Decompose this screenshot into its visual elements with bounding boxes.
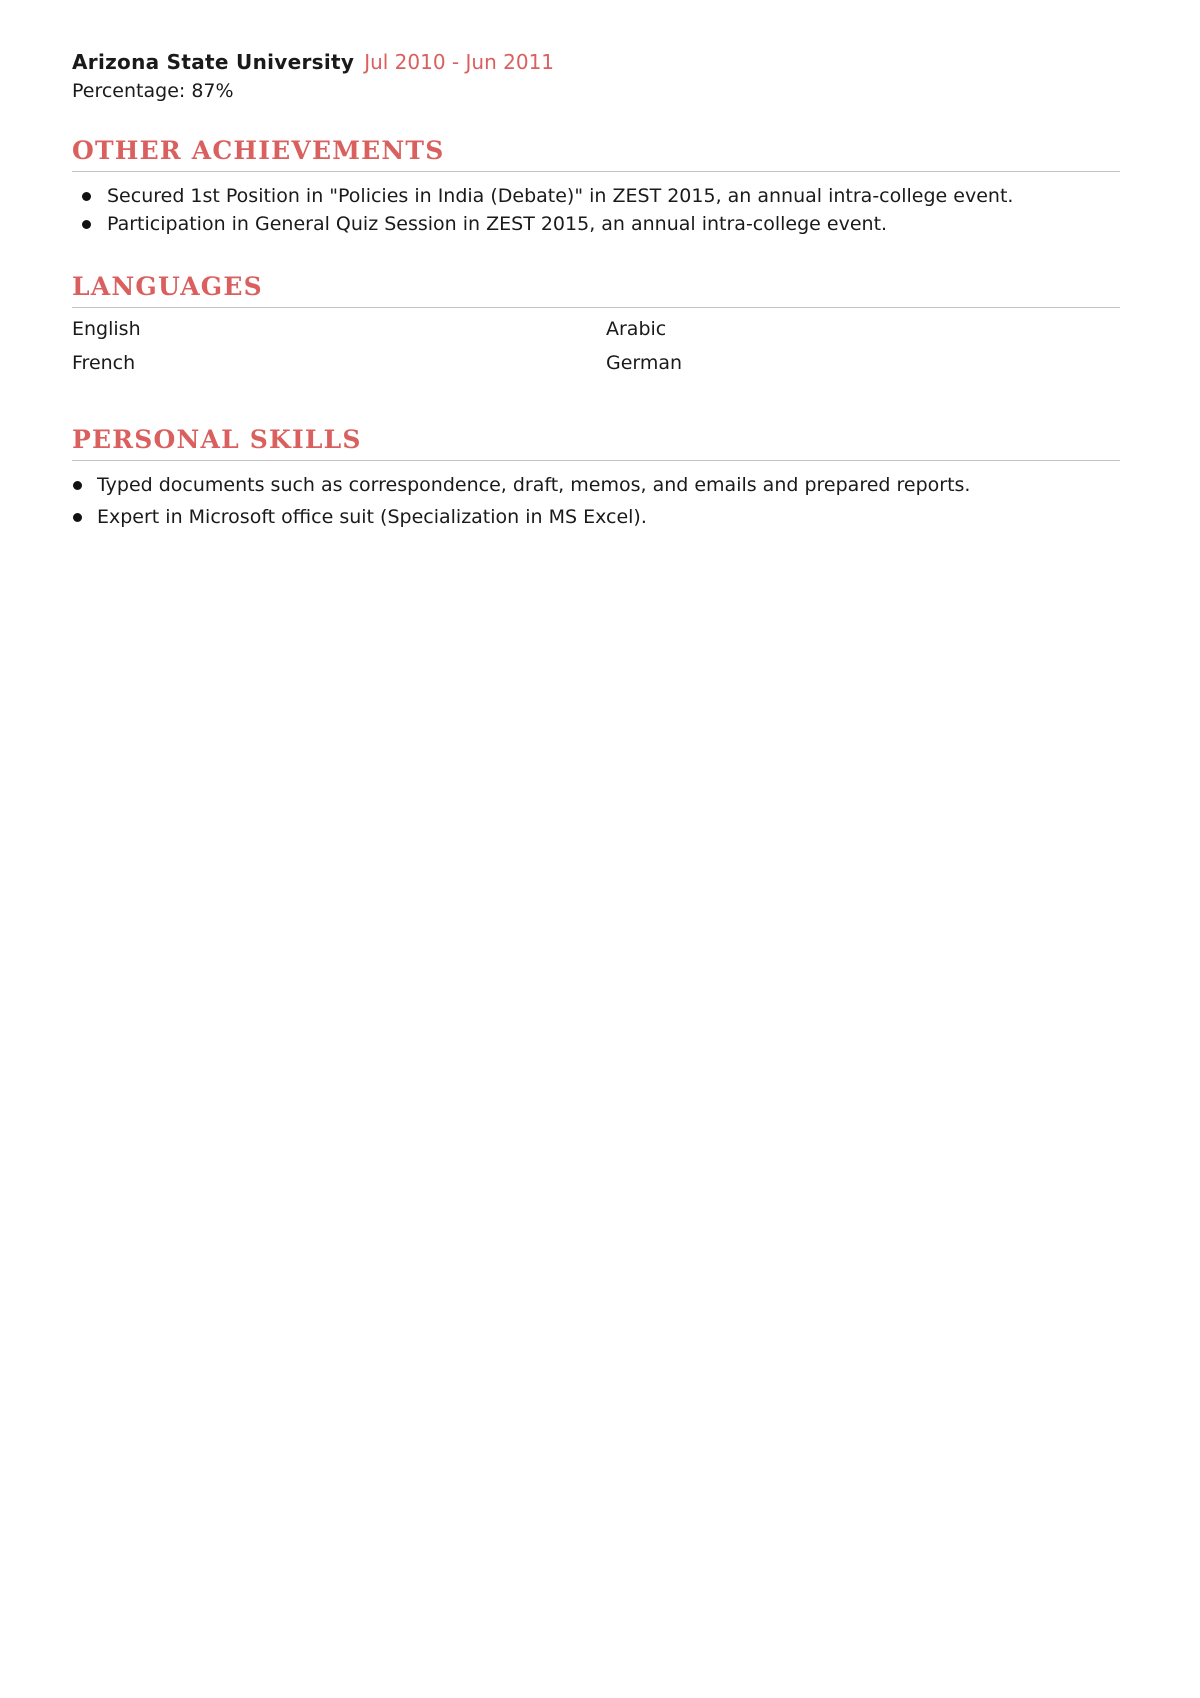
language-item: Arabic	[606, 318, 667, 340]
language-item: English	[72, 318, 141, 340]
skills-list	[72, 469, 970, 533]
section-divider	[72, 460, 1120, 461]
language-item: German	[606, 352, 683, 374]
education-score: Percentage: 87%	[72, 80, 234, 102]
education-entry-header	[72, 50, 554, 74]
language-item: French	[72, 352, 136, 374]
section-divider	[72, 171, 1120, 172]
section-divider	[72, 307, 1120, 308]
section-title-achievements: OTHER ACHIEVEMENTS	[72, 136, 445, 165]
list-item	[72, 210, 1013, 238]
bullet-icon	[73, 513, 82, 522]
skill-text: Expert in Microsoft office suit (Specialization in MS Excel).	[97, 506, 647, 528]
section-title-languages: LANGUAGES	[72, 272, 263, 301]
bullet-icon	[73, 481, 82, 490]
bullet-icon	[82, 192, 91, 201]
list-item	[72, 469, 970, 501]
achievement-text: Secured 1st Position in "Policies in India (Debate)" in ZEST 2015, an annual intra-college event.	[107, 185, 1014, 207]
bullet-icon	[82, 220, 91, 229]
achievements-list	[72, 182, 1013, 238]
section-title-skills: PERSONAL SKILLS	[72, 425, 362, 454]
list-item	[72, 182, 1013, 210]
skill-text: Typed documents such as correspondence, draft, memos, and emails and prepared reports.	[97, 474, 971, 496]
school-name: Arizona State University	[72, 50, 355, 74]
achievement-text: Participation in General Quiz Session in ZEST 2015, an annual intra-college event.	[107, 213, 888, 235]
list-item	[72, 501, 970, 533]
education-dates: Jul 2010 - Jun 2011	[364, 50, 555, 74]
